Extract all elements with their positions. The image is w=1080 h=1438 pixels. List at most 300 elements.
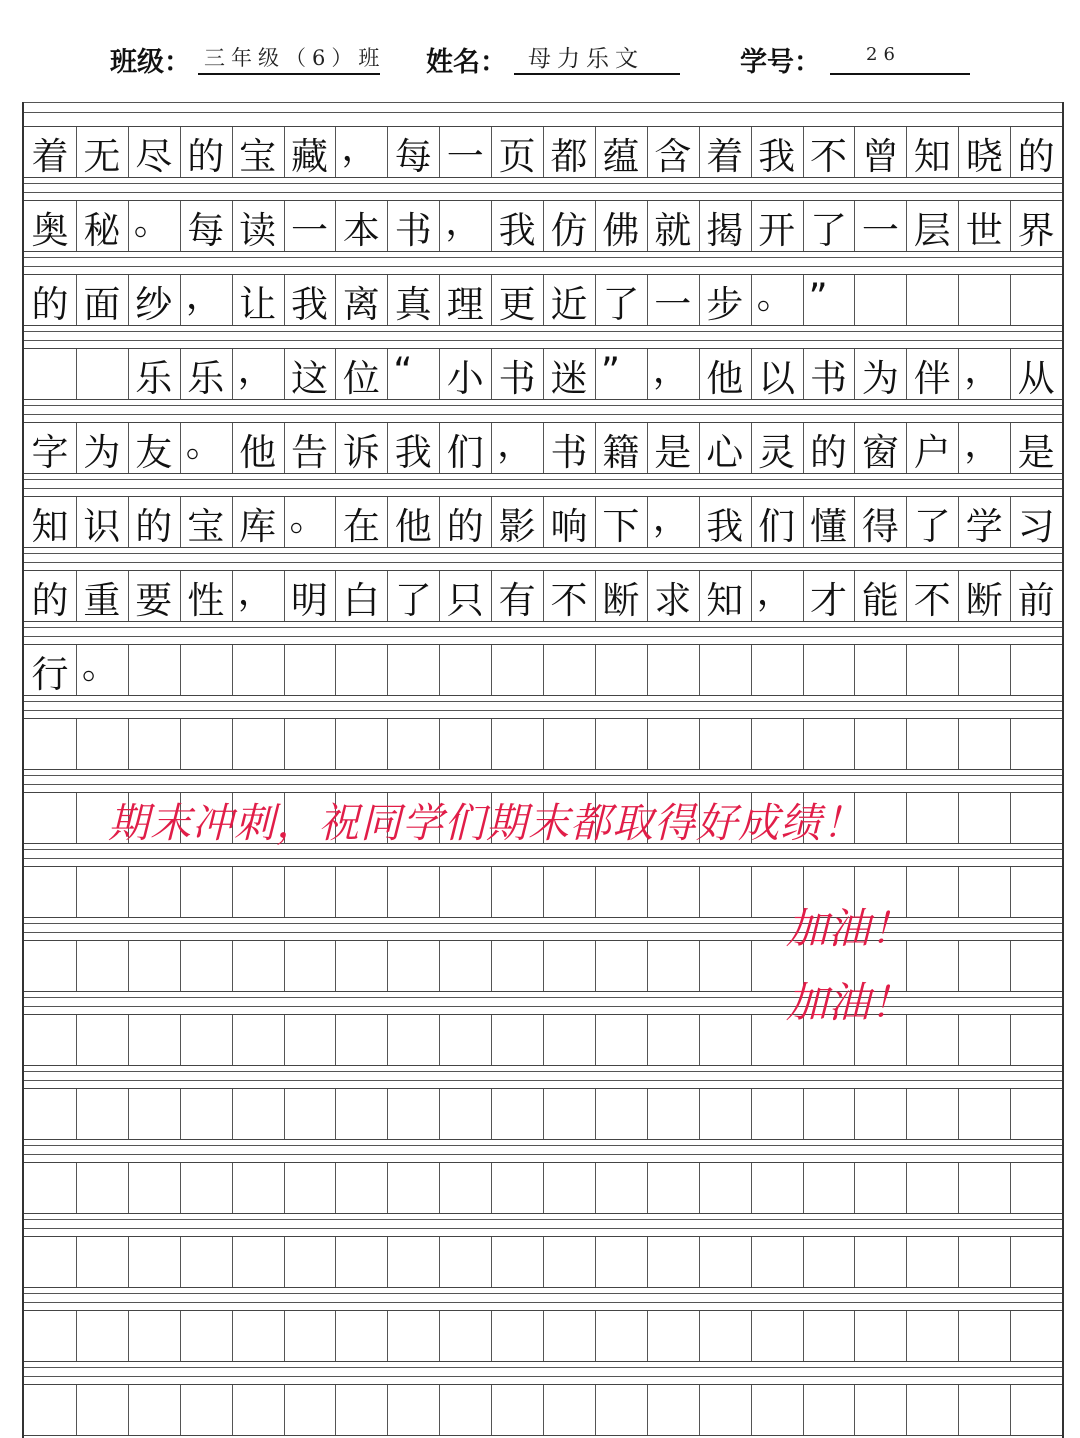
- grid-cell-divider: [595, 941, 596, 991]
- grid-character: 学: [965, 505, 1003, 548]
- grid-row: [24, 1310, 1062, 1362]
- grid-separator-line: [24, 775, 1062, 776]
- grid-character: 都: [550, 135, 588, 178]
- grid-cell-divider: [439, 867, 440, 917]
- grid-cell-divider: [335, 1163, 336, 1213]
- grid-cell-divider: [647, 867, 648, 917]
- grid-cell-divider: [958, 719, 959, 769]
- grid-cell-divider: [284, 867, 285, 917]
- grid-cell-divider: [595, 1385, 596, 1435]
- grid-cell-divider: [543, 1089, 544, 1139]
- name-value: 母力乐文: [528, 46, 644, 72]
- grid-cell-divider: [543, 719, 544, 769]
- encouragement-message: 期末冲刺，祝同学们期末都取得好成绩！: [108, 799, 864, 847]
- grid-cell-divider: [543, 645, 544, 695]
- grid-character: 的: [31, 579, 69, 622]
- grid-character: 不: [550, 579, 588, 622]
- grid-character: 这: [291, 357, 328, 400]
- grid-cell-divider: [543, 1385, 544, 1435]
- grid-character: ”: [600, 350, 621, 393]
- grid-character: ，: [497, 422, 535, 465]
- grid-cell-divider: [335, 1385, 336, 1435]
- grid-character: 要: [135, 579, 173, 622]
- grid-cell-divider: [906, 275, 907, 325]
- grid-character: 理: [446, 283, 484, 326]
- grid-character: 层: [913, 209, 951, 252]
- grid-cell-divider: [1010, 1089, 1011, 1139]
- grid-cell-divider: [439, 719, 440, 769]
- grid-character: 一: [861, 209, 899, 252]
- grid-cell-divider: [595, 867, 596, 917]
- grid-cell-divider: [647, 941, 648, 991]
- grid-cell-divider: [906, 793, 907, 843]
- grid-character: 一: [291, 209, 328, 252]
- grid-cell-divider: [491, 1089, 492, 1139]
- grid-separator-line: [24, 405, 1062, 406]
- grid-cell-divider: [180, 1311, 181, 1361]
- grid-character: 前: [1017, 579, 1055, 622]
- grid-cell-divider: [958, 1163, 959, 1213]
- grid-cell-divider: [699, 645, 700, 695]
- grid-separator-line: [24, 414, 1062, 415]
- grid-cell-divider: [699, 1237, 700, 1287]
- grid-cell-divider: [751, 719, 752, 769]
- grid-cell-divider: [906, 1385, 907, 1435]
- grid-cell-divider: [595, 1163, 596, 1213]
- grid-separator-line: [24, 562, 1062, 563]
- grid-character: 奥: [31, 209, 69, 252]
- grid-character: 书: [394, 209, 432, 252]
- grid-cell-divider: [180, 645, 181, 695]
- grid-cell-divider: [128, 1237, 129, 1287]
- grid-character: 秘: [83, 209, 121, 252]
- grid-character: 才: [810, 579, 847, 622]
- grid-cell-divider: [751, 867, 752, 917]
- number-label: 学号：: [740, 47, 821, 78]
- grid-cell-divider: [906, 1237, 907, 1287]
- grid-character: 。: [133, 200, 171, 243]
- grid-character: 响: [550, 505, 588, 548]
- grid-cell-divider: [180, 941, 181, 991]
- grid-character: 为: [861, 357, 899, 400]
- grid-character: 影: [498, 505, 536, 548]
- grid-cell-divider: [699, 1385, 700, 1435]
- grid-cell-divider: [958, 275, 959, 325]
- grid-cell-divider: [387, 1163, 388, 1213]
- grid-row: [24, 1162, 1062, 1214]
- grid-cell-divider: [751, 1385, 752, 1435]
- grid-character: 小: [446, 357, 484, 400]
- grid-cell-divider: [958, 793, 959, 843]
- grid-cell-divider: [76, 1015, 77, 1065]
- grid-cell-divider: [647, 1015, 648, 1065]
- grid-cell-divider: [958, 1015, 959, 1065]
- grid-cell-divider: [1010, 275, 1011, 325]
- name-label: 姓名：: [426, 47, 507, 78]
- grid-character: 步: [706, 283, 744, 326]
- grid-separator-line: [24, 102, 1062, 103]
- grid-cell-divider: [180, 867, 181, 917]
- grid-cell-divider: [128, 1089, 129, 1139]
- grid-separator-line: [24, 1080, 1062, 1081]
- grid-separator-line: [24, 1376, 1062, 1377]
- grid-character: 仿: [550, 209, 588, 252]
- grid-character: ，: [756, 570, 794, 613]
- grid-character: 我: [498, 209, 536, 252]
- grid-cell-divider: [387, 867, 388, 917]
- student-number-value: 26: [866, 44, 901, 65]
- grid-cell-divider: [1010, 719, 1011, 769]
- grid-cell-divider: [232, 1237, 233, 1287]
- grid-cell-divider: [854, 719, 855, 769]
- grid-cell-divider: [232, 941, 233, 991]
- grid-cell-divider: [647, 1385, 648, 1435]
- grid-character: 含: [654, 135, 692, 178]
- grid-cell-divider: [854, 1089, 855, 1139]
- grid-cell-divider: [1010, 1311, 1011, 1361]
- grid-character: 迷: [550, 357, 588, 400]
- grid-cell-divider: [232, 1163, 233, 1213]
- grid-character: 户: [913, 431, 951, 474]
- grid-cell-divider: [439, 1385, 440, 1435]
- grid-cell-divider: [854, 1311, 855, 1361]
- grid-cell-divider: [647, 1311, 648, 1361]
- grid-cell-divider: [284, 645, 285, 695]
- grid-cell-divider: [76, 1237, 77, 1287]
- grid-character: 书: [810, 357, 847, 400]
- class-value: 三年级（6）班: [204, 46, 386, 70]
- grid-character: 书: [498, 357, 536, 400]
- grid-character: 求: [654, 579, 692, 622]
- grid-character: ，: [237, 570, 275, 613]
- grid-cell-divider: [803, 1089, 804, 1139]
- grid-cell-divider: [1010, 645, 1011, 695]
- grid-separator-line: [24, 331, 1062, 332]
- grid-character: 们: [446, 431, 484, 474]
- grid-character: 我: [291, 283, 328, 326]
- grid-character: 能: [861, 579, 899, 622]
- grid-row: [24, 718, 1062, 770]
- grid-cell-divider: [335, 645, 336, 695]
- grid-cell-divider: [699, 941, 700, 991]
- grid-character: 离: [342, 283, 380, 326]
- grid-character: 只: [446, 579, 484, 622]
- grid-character: 库: [239, 505, 277, 548]
- grid-cell-divider: [128, 1385, 129, 1435]
- grid-cell-divider: [335, 867, 336, 917]
- grid-cell-divider: [958, 1089, 959, 1139]
- grid-character: ，: [652, 348, 690, 391]
- grid-cell-divider: [128, 1015, 129, 1065]
- grid-cell-divider: [232, 867, 233, 917]
- grid-cell-divider: [803, 719, 804, 769]
- grid-cell-divider: [128, 719, 129, 769]
- grid-cell-divider: [284, 1385, 285, 1435]
- grid-cell-divider: [335, 1237, 336, 1287]
- grid-row: [24, 1384, 1062, 1436]
- grid-row: [24, 348, 1062, 400]
- grid-cell-divider: [543, 867, 544, 917]
- grid-cell-divider: [751, 1089, 752, 1139]
- grid-cell-divider: [232, 719, 233, 769]
- grid-separator-line: [24, 784, 1062, 785]
- grid-character: 晓: [965, 135, 1003, 178]
- grid-character: 知: [913, 135, 951, 178]
- grid-character: ，: [445, 200, 483, 243]
- grid-cell-divider: [543, 1237, 544, 1287]
- grid-character: 我: [706, 505, 744, 548]
- grid-cell-divider: [647, 719, 648, 769]
- grid-character: 了: [913, 505, 951, 548]
- grid-character: 心: [706, 431, 744, 474]
- grid-cell-divider: [284, 1237, 285, 1287]
- grid-row: [24, 126, 1062, 178]
- grid-separator-line: [24, 266, 1062, 267]
- grid-character: 让: [239, 283, 277, 326]
- grid-cell-divider: [439, 645, 440, 695]
- grid-character: 有: [498, 579, 536, 622]
- grid-separator-line: [24, 701, 1062, 702]
- grid-character: 明: [291, 579, 328, 622]
- grid-character: 世: [965, 209, 1003, 252]
- grid-character: 。: [756, 274, 794, 317]
- grid-row: [24, 274, 1062, 326]
- grid-character: 藏: [291, 135, 328, 178]
- grid-cell-divider: [1010, 867, 1011, 917]
- grid-cell-divider: [958, 1385, 959, 1435]
- grid-cell-divider: [491, 867, 492, 917]
- grid-cell-divider: [284, 719, 285, 769]
- grid-cell-divider: [284, 1089, 285, 1139]
- grid-character: 乐: [135, 357, 173, 400]
- grid-cell-divider: [699, 1089, 700, 1139]
- grid-character: 我: [394, 431, 432, 474]
- grid-cell-divider: [76, 1385, 77, 1435]
- grid-cell-divider: [699, 1311, 700, 1361]
- grid-character: 了: [810, 209, 847, 252]
- grid-cell-divider: [1010, 1163, 1011, 1213]
- grid-cell-divider: [491, 1237, 492, 1287]
- writing-grid-sheet: [22, 102, 1064, 1438]
- grid-separator-line: [24, 112, 1062, 113]
- grid-character: 断: [965, 579, 1003, 622]
- grid-character: 不: [913, 579, 951, 622]
- grid-cell-divider: [751, 645, 752, 695]
- grid-row: [24, 644, 1062, 696]
- grid-separator-line: [24, 183, 1062, 184]
- grid-character: 性: [187, 579, 225, 622]
- grid-cell-divider: [491, 1385, 492, 1435]
- grid-character: 是: [1017, 431, 1055, 474]
- grid-character: 告: [291, 431, 328, 474]
- grid-cell-divider: [958, 867, 959, 917]
- grid-cell-divider: [1010, 1015, 1011, 1065]
- grid-cell-divider: [335, 719, 336, 769]
- grid-character: 为: [83, 431, 121, 474]
- grid-character: 位: [342, 357, 380, 400]
- grid-character: 得: [861, 505, 899, 548]
- grid-character: 一: [654, 283, 692, 326]
- grid-character: 面: [83, 283, 121, 326]
- grid-cell-divider: [491, 1015, 492, 1065]
- grid-cell-divider: [76, 1163, 77, 1213]
- grid-character: 我: [758, 135, 796, 178]
- grid-cell-divider: [595, 1311, 596, 1361]
- grid-character: 懂: [810, 505, 847, 548]
- grid-cell-divider: [232, 1385, 233, 1435]
- grid-separator-line: [24, 1154, 1062, 1155]
- grid-character: 重: [83, 579, 121, 622]
- grid-character: 是: [654, 431, 692, 474]
- grid-cell-divider: [128, 1311, 129, 1361]
- grid-character: 界: [1017, 209, 1055, 252]
- grid-cell-divider: [76, 349, 77, 399]
- grid-cell-divider: [958, 1311, 959, 1361]
- grid-character: 。: [185, 422, 223, 465]
- grid-separator-line: [24, 858, 1062, 859]
- grid-character: 知: [31, 505, 69, 548]
- grid-cell-divider: [699, 719, 700, 769]
- grid-character: 习: [1017, 505, 1055, 548]
- grid-cell-divider: [180, 1237, 181, 1287]
- grid-cell-divider: [439, 1163, 440, 1213]
- grid-cell-divider: [751, 1015, 752, 1065]
- grid-character: 们: [758, 505, 796, 548]
- grid-cell-divider: [439, 1015, 440, 1065]
- grid-character: 下: [602, 505, 640, 548]
- grid-character: 了: [394, 579, 432, 622]
- sheet-header: [0, 0, 1080, 92]
- grid-cell-divider: [699, 867, 700, 917]
- grid-cell-divider: [906, 1311, 907, 1361]
- grid-cell-divider: [232, 645, 233, 695]
- grid-cell-divider: [543, 1163, 544, 1213]
- grid-cell-divider: [284, 1311, 285, 1361]
- grid-cell-divider: [76, 1311, 77, 1361]
- grid-character: 着: [31, 135, 69, 178]
- grid-cell-divider: [906, 645, 907, 695]
- grid-cell-divider: [232, 1089, 233, 1139]
- grid-cell-divider: [854, 275, 855, 325]
- grid-cell-divider: [958, 645, 959, 695]
- grid-character: 宝: [187, 505, 225, 548]
- grid-cell-divider: [76, 867, 77, 917]
- grid-cell-divider: [387, 1237, 388, 1287]
- grid-character: 他: [706, 357, 744, 400]
- grid-cell-divider: [751, 941, 752, 991]
- grid-cell-divider: [387, 941, 388, 991]
- grid-character: ，: [341, 126, 379, 169]
- class-label: 班级：: [110, 47, 191, 78]
- grid-character: 他: [394, 505, 432, 548]
- grid-row: [24, 422, 1062, 474]
- grid-separator-line: [24, 479, 1062, 480]
- grid-cell-divider: [76, 719, 77, 769]
- grid-character: 佛: [602, 209, 640, 252]
- grid-separator-line: [24, 1293, 1062, 1294]
- grid-cell-divider: [335, 1089, 336, 1139]
- grid-cell-divider: [76, 1089, 77, 1139]
- grid-character: 灵: [758, 431, 796, 474]
- grid-row: [24, 200, 1062, 252]
- grid-cell-divider: [958, 941, 959, 991]
- grid-character: ，: [964, 348, 1002, 391]
- grid-cell-divider: [543, 1311, 544, 1361]
- grid-separator-line: [24, 1145, 1062, 1146]
- grid-cell-divider: [647, 645, 648, 695]
- grid-cell-divider: [1010, 793, 1011, 843]
- grid-character: ，: [185, 274, 223, 317]
- grid-cell-divider: [491, 1163, 492, 1213]
- grid-cell-divider: [76, 941, 77, 991]
- grid-cell-divider: [543, 1015, 544, 1065]
- grid-separator-line: [24, 1302, 1062, 1303]
- grid-character: 页: [498, 135, 536, 178]
- grid-character: “: [393, 350, 413, 393]
- grid-character: 开: [758, 209, 796, 252]
- grid-character: 诉: [342, 431, 380, 474]
- grid-cell-divider: [387, 1015, 388, 1065]
- grid-character: 了: [602, 283, 640, 326]
- grid-cell-divider: [906, 1163, 907, 1213]
- grid-character: 乐: [187, 357, 225, 400]
- grid-cell-divider: [854, 645, 855, 695]
- number-underline: [830, 73, 970, 75]
- grid-character: 揭: [706, 209, 744, 252]
- grid-cell-divider: [128, 1163, 129, 1213]
- grid-character: 书: [550, 431, 588, 474]
- grid-cell-divider: [128, 941, 129, 991]
- grid-cell-divider: [387, 645, 388, 695]
- grid-character: 的: [810, 431, 847, 474]
- grid-cell-divider: [751, 1163, 752, 1213]
- grid-separator-line: [24, 257, 1062, 258]
- grid-separator-line: [24, 488, 1062, 489]
- grid-row: [24, 1088, 1062, 1140]
- grid-character: 从: [1017, 357, 1055, 400]
- grid-separator-line: [24, 627, 1062, 628]
- grid-cell-divider: [595, 1015, 596, 1065]
- grid-character: 一: [446, 135, 484, 178]
- grid-character: 就: [654, 209, 692, 252]
- grid-separator-line: [24, 553, 1062, 554]
- grid-character: 着: [706, 135, 744, 178]
- grid-cell-divider: [699, 1163, 700, 1213]
- grid-cell-divider: [595, 1089, 596, 1139]
- grid-character: 不: [810, 135, 847, 178]
- grid-separator-line: [24, 1071, 1062, 1072]
- grid-cell-divider: [491, 719, 492, 769]
- grid-character: 宝: [239, 135, 277, 178]
- grid-character: ，: [652, 496, 690, 539]
- grid-character: 的: [446, 505, 484, 548]
- grid-cell-divider: [595, 645, 596, 695]
- grid-character: 窗: [861, 431, 899, 474]
- grid-cell-divider: [335, 941, 336, 991]
- grid-cell-divider: [803, 1163, 804, 1213]
- grid-cell-divider: [180, 1385, 181, 1435]
- grid-character: 的: [1017, 135, 1055, 178]
- grid-character: 。: [289, 496, 327, 539]
- grid-character: 。: [81, 644, 119, 687]
- grid-character: 断: [602, 579, 640, 622]
- grid-cell-divider: [699, 1015, 700, 1065]
- grid-character: 以: [758, 357, 796, 400]
- grid-cell-divider: [128, 645, 129, 695]
- grid-character: 本: [342, 209, 380, 252]
- grid-row: [24, 570, 1062, 622]
- grid-character: 近: [550, 283, 588, 326]
